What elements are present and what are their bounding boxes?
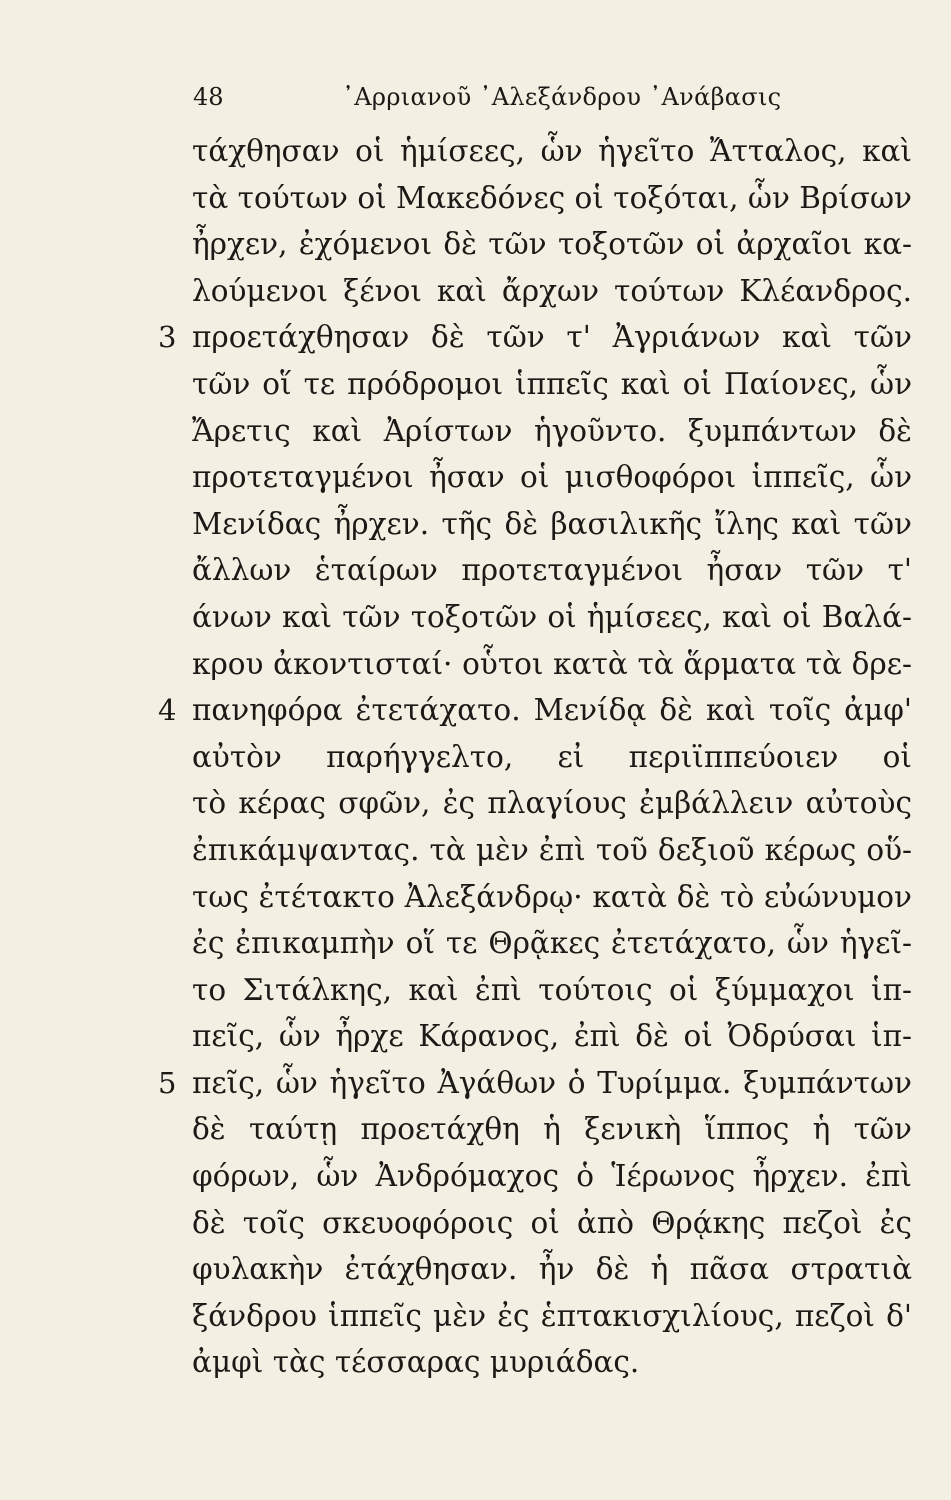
- text-line: [192, 780, 912, 827]
- text-line: [192, 594, 912, 641]
- text-line: [192, 1153, 912, 1200]
- line-text: προετάχθησαν δὲ τῶν τ' Ἀγριάνων καὶ τῶν: [192, 320, 912, 355]
- line-text: ξάνδρου ἱππεῖς μὲν ἐς ἑπτακισχιλίους, πεζοὶ δ': [192, 1298, 912, 1333]
- running-title: ᾿Αρριανοῦ ᾿Αλεξάνδρου ᾿Ανάβασις: [342, 83, 782, 111]
- text-line: [192, 1246, 912, 1293]
- section-number: 5: [158, 1065, 177, 1100]
- text-line: [192, 1013, 912, 1060]
- text-line: [192, 268, 912, 315]
- line-text: πανηφόρα ἐτετάχατο. Μενίδᾳ δὲ καὶ τοῖς ἀμφ': [192, 693, 912, 728]
- text-line: [192, 175, 912, 222]
- text-line: [158, 687, 912, 734]
- text-line: [192, 827, 912, 874]
- text-line: [192, 361, 912, 408]
- line-text: κρου ἀκοντισταί· οὗτοι κατὰ τὰ ἅρματα τὰ δρε-: [192, 646, 912, 681]
- line-text: δὲ τοῖς σκευοφόροις οἱ ἀπὸ Θρᾴκης πεζοὶ ἐς: [192, 1205, 912, 1240]
- line-text: άνων καὶ τῶν τοξοτῶν οἱ ἡμίσεες, καὶ οἱ Βαλά-: [192, 599, 912, 634]
- text-line: [192, 501, 912, 548]
- line-text: πεῖς, ὧν ἦρχε Κάρανος, ἐπὶ δὲ οἱ Ὀδρύσαι ἱπ-: [192, 1019, 912, 1054]
- text-line: [192, 1339, 912, 1386]
- text-line: [192, 221, 912, 268]
- page-number: 48: [193, 83, 224, 111]
- text-line: [192, 641, 912, 688]
- line-text: δὲ ταύτῃ προετάχθη ἡ ξενικὴ ἵππος ἡ τῶν: [192, 1112, 912, 1147]
- line-text: το Σιτάλκης, καὶ ἐπὶ τούτοις οἱ ξύμμαχοι ἱπ-: [192, 972, 912, 1007]
- page-header: [0, 82, 951, 122]
- line-text: ἄλλων ἑταίρων προτεταγμένοι ἦσαν τῶν τ': [192, 553, 912, 588]
- line-text: φυλακὴν ἐτάχθησαν. ἦν δὲ ἡ πᾶσα στρατιὰ: [192, 1252, 912, 1287]
- text-line: [192, 734, 912, 781]
- text-line: [192, 128, 912, 175]
- section-number: 4: [158, 693, 177, 728]
- line-text: Ἄρετις καὶ Ἀρίστων ἡγοῦντο. ξυμπάντων δὲ: [192, 413, 912, 448]
- line-text: προτεταγμένοι ἦσαν οἱ μισθοφόροι ἱππεῖς, ὧν: [192, 460, 912, 495]
- text-line: [192, 967, 912, 1014]
- text-line: [158, 1060, 912, 1107]
- text-line: [192, 547, 912, 594]
- line-text: τως ἐτέτακτο Ἀλεξάνδρῳ· κατὰ δὲ τὸ εὐώνυμον: [192, 879, 912, 914]
- text-line: [192, 874, 912, 921]
- body-text: [158, 128, 912, 1386]
- line-text: τῶν οἵ τε πρόδρομοι ἱππεῖς καὶ οἱ Παίονες, ὧν: [192, 366, 912, 401]
- text-line: [192, 1106, 912, 1153]
- text-line: [192, 920, 912, 967]
- text-line: [192, 454, 912, 501]
- line-text: τὰ τούτων οἱ Μακεδόνες οἱ τοξόται, ὧν Βρίσων: [192, 180, 912, 215]
- text-line: [192, 408, 912, 455]
- line-text: φόρων, ὧν Ἀνδρόμαχος ὁ Ἱέρωνος ἦρχεν. ἐπὶ: [192, 1159, 912, 1194]
- line-text: τὸ κέρας σφῶν, ἐς πλαγίους ἐμβάλλειν αὐτοὺς: [192, 786, 912, 821]
- line-text: λούμενοι ξένοι καὶ ἄρχων τούτων Κλέανδρος.: [192, 273, 912, 308]
- line-text: πεῖς, ὧν ἡγεῖτο Ἀγάθων ὁ Τυρίμμα. ξυμπάντων: [192, 1065, 912, 1100]
- section-number: 3: [158, 320, 177, 355]
- line-text: Μενίδας ἦρχεν. τῆς δὲ βασιλικῆς ἴλης καὶ τῶν: [192, 506, 912, 541]
- text-line: [192, 1200, 912, 1247]
- line-text: αὐτὸν παρήγγελτο, εἰ περιϊππεύοιεν οἱ: [192, 739, 912, 774]
- line-text: ἐς ἐπικαμπὴν οἵ τε Θρᾷκες ἐτετάχατο, ὧν ἡγεῖ-: [192, 926, 912, 961]
- text-line: [192, 1293, 912, 1340]
- line-text: ἀμφὶ τὰς τέσσαρας μυριάδας.: [192, 1345, 640, 1380]
- line-text: τάχθησαν οἱ ἡμίσεες, ὧν ἡγεῖτο Ἄτταλος, καὶ: [192, 134, 912, 168]
- text-line: [158, 314, 912, 361]
- line-text: ἦρχεν, ἐχόμενοι δὲ τῶν τοξοτῶν οἱ ἀρχαῖοι κα-: [192, 227, 912, 262]
- line-text: ἐπικάμψαντας. τὰ μὲν ἐπὶ τοῦ δεξιοῦ κέρως οὕ-: [192, 832, 912, 867]
